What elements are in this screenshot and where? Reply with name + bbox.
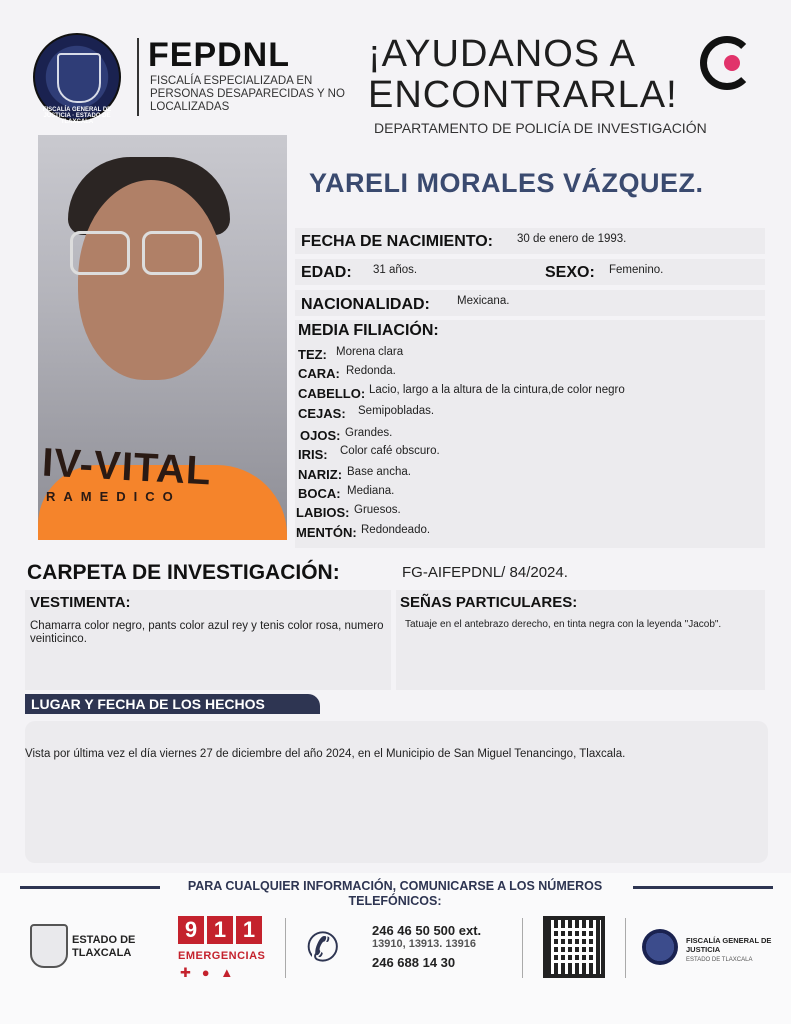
mouth-label: BOCA: [298, 486, 341, 501]
header-divider [137, 38, 139, 116]
glasses-icon [142, 231, 202, 275]
emergency-digit: 9 [178, 916, 204, 944]
lips-value: Gruesos. [354, 504, 401, 516]
footer-rule-right [633, 886, 773, 889]
sex-label: SEXO: [545, 264, 595, 281]
phone-number-1[interactable]: 246 46 50 500 ext. [372, 923, 482, 938]
fiscalia-state: ESTADO DE TLAXCALA [686, 957, 753, 963]
media-filiacion-label: MEDIA FILIACIÓN: [298, 322, 439, 339]
headline-line-2: ENCONTRARLA! [368, 74, 678, 116]
fiscalia-seal-small-icon [642, 929, 678, 965]
footer-title: PARA CUALQUIER INFORMACIÓN, COMUNICARSE A LOS NÚMEROS TELEFÓNICOS: [187, 879, 603, 908]
row-bg [295, 259, 765, 285]
mouth-value: Mediana. [347, 485, 395, 497]
seal-shield-icon [57, 53, 101, 103]
brand-subtitle: FISCALÍA ESPECIALIZADA EN PERSONAS DESAPARECIDAS Y NO LOCALIZADAS [150, 75, 345, 113]
fiscalia-footer-label [686, 936, 776, 965]
eyebrows-value: Semipobladas. [358, 405, 435, 417]
marks-title: SEÑAS PARTICULARES: [400, 594, 578, 611]
iris-label: IRIS: [298, 447, 328, 462]
eyes-value: Grandes. [345, 427, 393, 439]
media-logo-dot-icon [724, 55, 740, 71]
nationality-label: NACIONALIDAD: [301, 296, 430, 313]
nationality-value: Mexicana. [457, 295, 510, 307]
eyes-label: OJOS: [300, 428, 341, 443]
tlaxcala-shield-icon [30, 924, 68, 968]
hair-label: CABELLO: [298, 386, 366, 401]
footer-rule-left [20, 886, 160, 889]
face-label: CARA: [298, 366, 340, 381]
birthdate-label: FECHA DE NACIMIENTO: [301, 233, 493, 250]
complexion-label: TEZ: [298, 347, 327, 362]
iris-value: Color café obscuro. [340, 445, 440, 457]
lips-label: LABIOS: [296, 505, 350, 520]
birthdate-value: 30 de enero de 1993. [517, 233, 627, 245]
phone-number-2[interactable]: 246 688 14 30 [372, 955, 456, 970]
department-label: DEPARTAMENTO DE POLICÍA DE INVESTIGACIÓN [374, 120, 707, 136]
photo-face [78, 180, 224, 380]
fiscalia-seal-icon [33, 33, 121, 125]
chin-value: Redondeado. [361, 524, 431, 536]
missing-person-photo [38, 135, 287, 540]
brand-title: FEPDNL [148, 36, 290, 74]
place-date-text: Vista por última vez el día viernes 27 de diciembre del año 2024, en el Municipio de San Miguel Tenancingo, Tlaxcala. [25, 748, 626, 760]
complexion-value: Morena clara [336, 346, 404, 358]
face-value: Redonda. [346, 365, 396, 377]
chin-label: MENTÓN: [296, 525, 357, 540]
emergency-label: EMERGENCIAS [178, 950, 266, 962]
phone-icon: ✆ [306, 926, 340, 970]
age-value: 31 años. [373, 264, 418, 276]
state-label: ESTADO DE TLAXCALA [72, 934, 136, 959]
emergency-911-logo [178, 916, 265, 944]
fiscalia-name: FISCALÍA GENERAL DE JUSTICIA [686, 936, 772, 954]
shirt-print: IV-VITAL [40, 440, 213, 494]
emergency-services-icons: ✚ ● ▲ [180, 965, 234, 980]
age-label: EDAD: [301, 264, 352, 281]
emergency-digit: 1 [207, 916, 233, 944]
shirt-print-small: RAMEDICO [46, 489, 181, 504]
qr-code-pattern [553, 926, 595, 968]
place-date-title: LUGAR Y FECHA DE LOS HECHOS [25, 694, 320, 714]
marks-text: Tatuaje en el antebrazo derecho, en tinta negra con la leyenda "Jacob". [405, 619, 722, 630]
footer-separator [625, 918, 626, 978]
nose-value: Base ancha. [347, 466, 411, 478]
nose-label: NARIZ: [298, 467, 343, 482]
footer-separator [285, 918, 286, 978]
clothing-title: VESTIMENTA: [30, 594, 131, 611]
footer-separator [522, 918, 523, 978]
emergency-digit: 1 [236, 916, 262, 944]
person-name: YARELI MORALES VÁZQUEZ. [309, 168, 704, 198]
case-file-value: FG-AIFEPDNL/ 84/2024. [402, 564, 568, 581]
case-file-label: CARPETA DE INVESTIGACIÓN: [27, 561, 340, 584]
place-date-panel [25, 721, 768, 863]
glasses-icon [70, 231, 130, 275]
sex-value: Femenino. [609, 264, 664, 276]
hair-value: Lacio, largo a la altura de la cintura,de color negro [369, 384, 625, 396]
seal-text: FISCALÍA GENERAL DE JUSTICIA · ESTADO DE TLAXCALA [42, 107, 112, 125]
eyebrows-label: CEJAS: [298, 406, 346, 421]
phone-extensions: 13910, 13913. 13916 [372, 938, 476, 950]
clothing-text: Chamarra color negro, pants color azul rey y tenis color rosa, numero veinticinco. [30, 620, 384, 645]
headline [368, 34, 678, 116]
headline-line-1: ¡AYUDANOS A [368, 33, 636, 75]
